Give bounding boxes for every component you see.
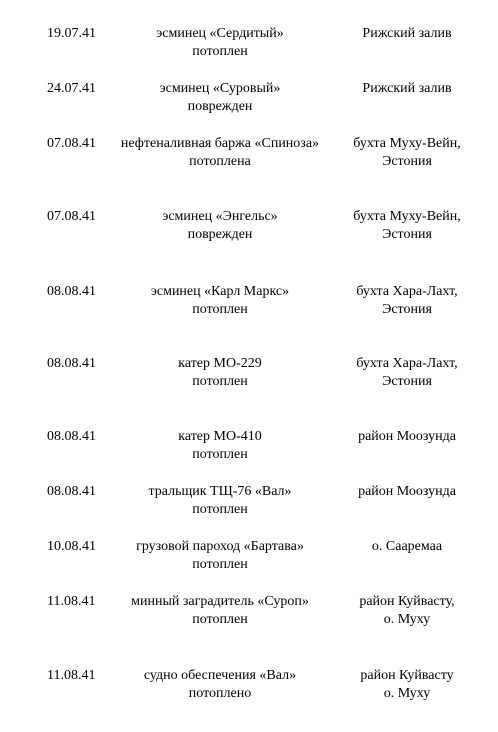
event-line: потоплен [192,612,248,627]
event-line: поврежден [187,99,253,114]
row-date: 08.08.41 [47,484,96,499]
row-place [334,25,480,43]
row-date: 07.08.41 [47,209,96,224]
place-line: Рижский залив [362,26,452,41]
event-line: потоплен [192,302,248,317]
row-event [104,80,336,116]
place-line: Эстония [382,154,432,169]
row-date: 08.08.41 [47,284,96,299]
row-event [104,135,336,171]
row-place [334,593,480,629]
event-line: эсминец «Энгельс» [162,209,278,224]
place-line: о. Муху [383,686,431,701]
event-line: потоплен [192,447,248,462]
event-line: эсминец «Суровый» [159,81,281,96]
row-event [104,538,336,574]
event-line: катер МО-229 [178,356,262,371]
row-place [334,355,480,391]
row-event [104,283,336,319]
place-line: Эстония [382,302,432,317]
place-line: Эстония [382,227,432,242]
row-place [334,208,480,244]
place-line: район Куйвасту [360,668,454,683]
row-place [334,80,480,98]
event-line: эсминец «Сердитый» [156,26,284,41]
row-place [334,135,480,171]
event-line: эсминец «Карл Маркс» [150,284,290,299]
place-line: район Моозунда [358,429,456,444]
place-line: о. Сааремаа [371,539,443,554]
row-place [334,538,480,556]
event-line: нефтеналивная баржа «Спиноза» [120,136,320,151]
row-date: 07.08.41 [47,136,96,151]
row-place [334,667,480,703]
event-line: судно обеспечения «Вал» [143,668,297,683]
row-event [104,25,336,61]
row-place [334,283,480,319]
event-line: потоплена [189,154,251,169]
event-line: потоплен [192,374,248,389]
row-event [104,667,336,703]
event-line: грузовой пароход «Бартава» [136,539,304,554]
event-line: потоплен [192,557,248,572]
row-place [334,428,480,446]
row-event [104,355,336,391]
place-line: бухта Хара-Лахт, [356,356,458,371]
event-line: тральщик ТЩ-76 «Вал» [148,484,292,499]
row-event [104,483,336,519]
event-line: поврежден [187,227,253,242]
row-place [334,483,480,501]
event-line: потоплен [192,502,248,517]
event-line: потоплен [192,44,248,59]
row-date: 08.08.41 [47,356,96,371]
event-line: минный заградитель «Суроп» [131,594,309,609]
place-line: район Моозунда [358,484,456,499]
row-date: 08.08.41 [47,429,96,444]
place-line: бухта Хара-Лахт, [356,284,458,299]
place-line: бухта Муху-Вейн, [353,209,461,224]
place-line: Эстония [382,374,432,389]
row-date: 11.08.41 [47,668,96,683]
row-event [104,208,336,244]
row-date: 19.07.41 [47,26,96,41]
row-date: 11.08.41 [47,594,96,609]
place-line: о. Муху [383,612,431,627]
place-line: Рижский залив [362,81,452,96]
event-line: катер МО-410 [178,429,262,444]
place-line: бухта Муху-Вейн, [353,136,461,151]
event-line: потоплено [188,686,252,701]
row-event [104,593,336,629]
row-date: 24.07.41 [47,81,96,96]
row-date: 10.08.41 [47,539,96,554]
place-line: район Куйвасту, [359,594,455,609]
row-event [104,428,336,464]
